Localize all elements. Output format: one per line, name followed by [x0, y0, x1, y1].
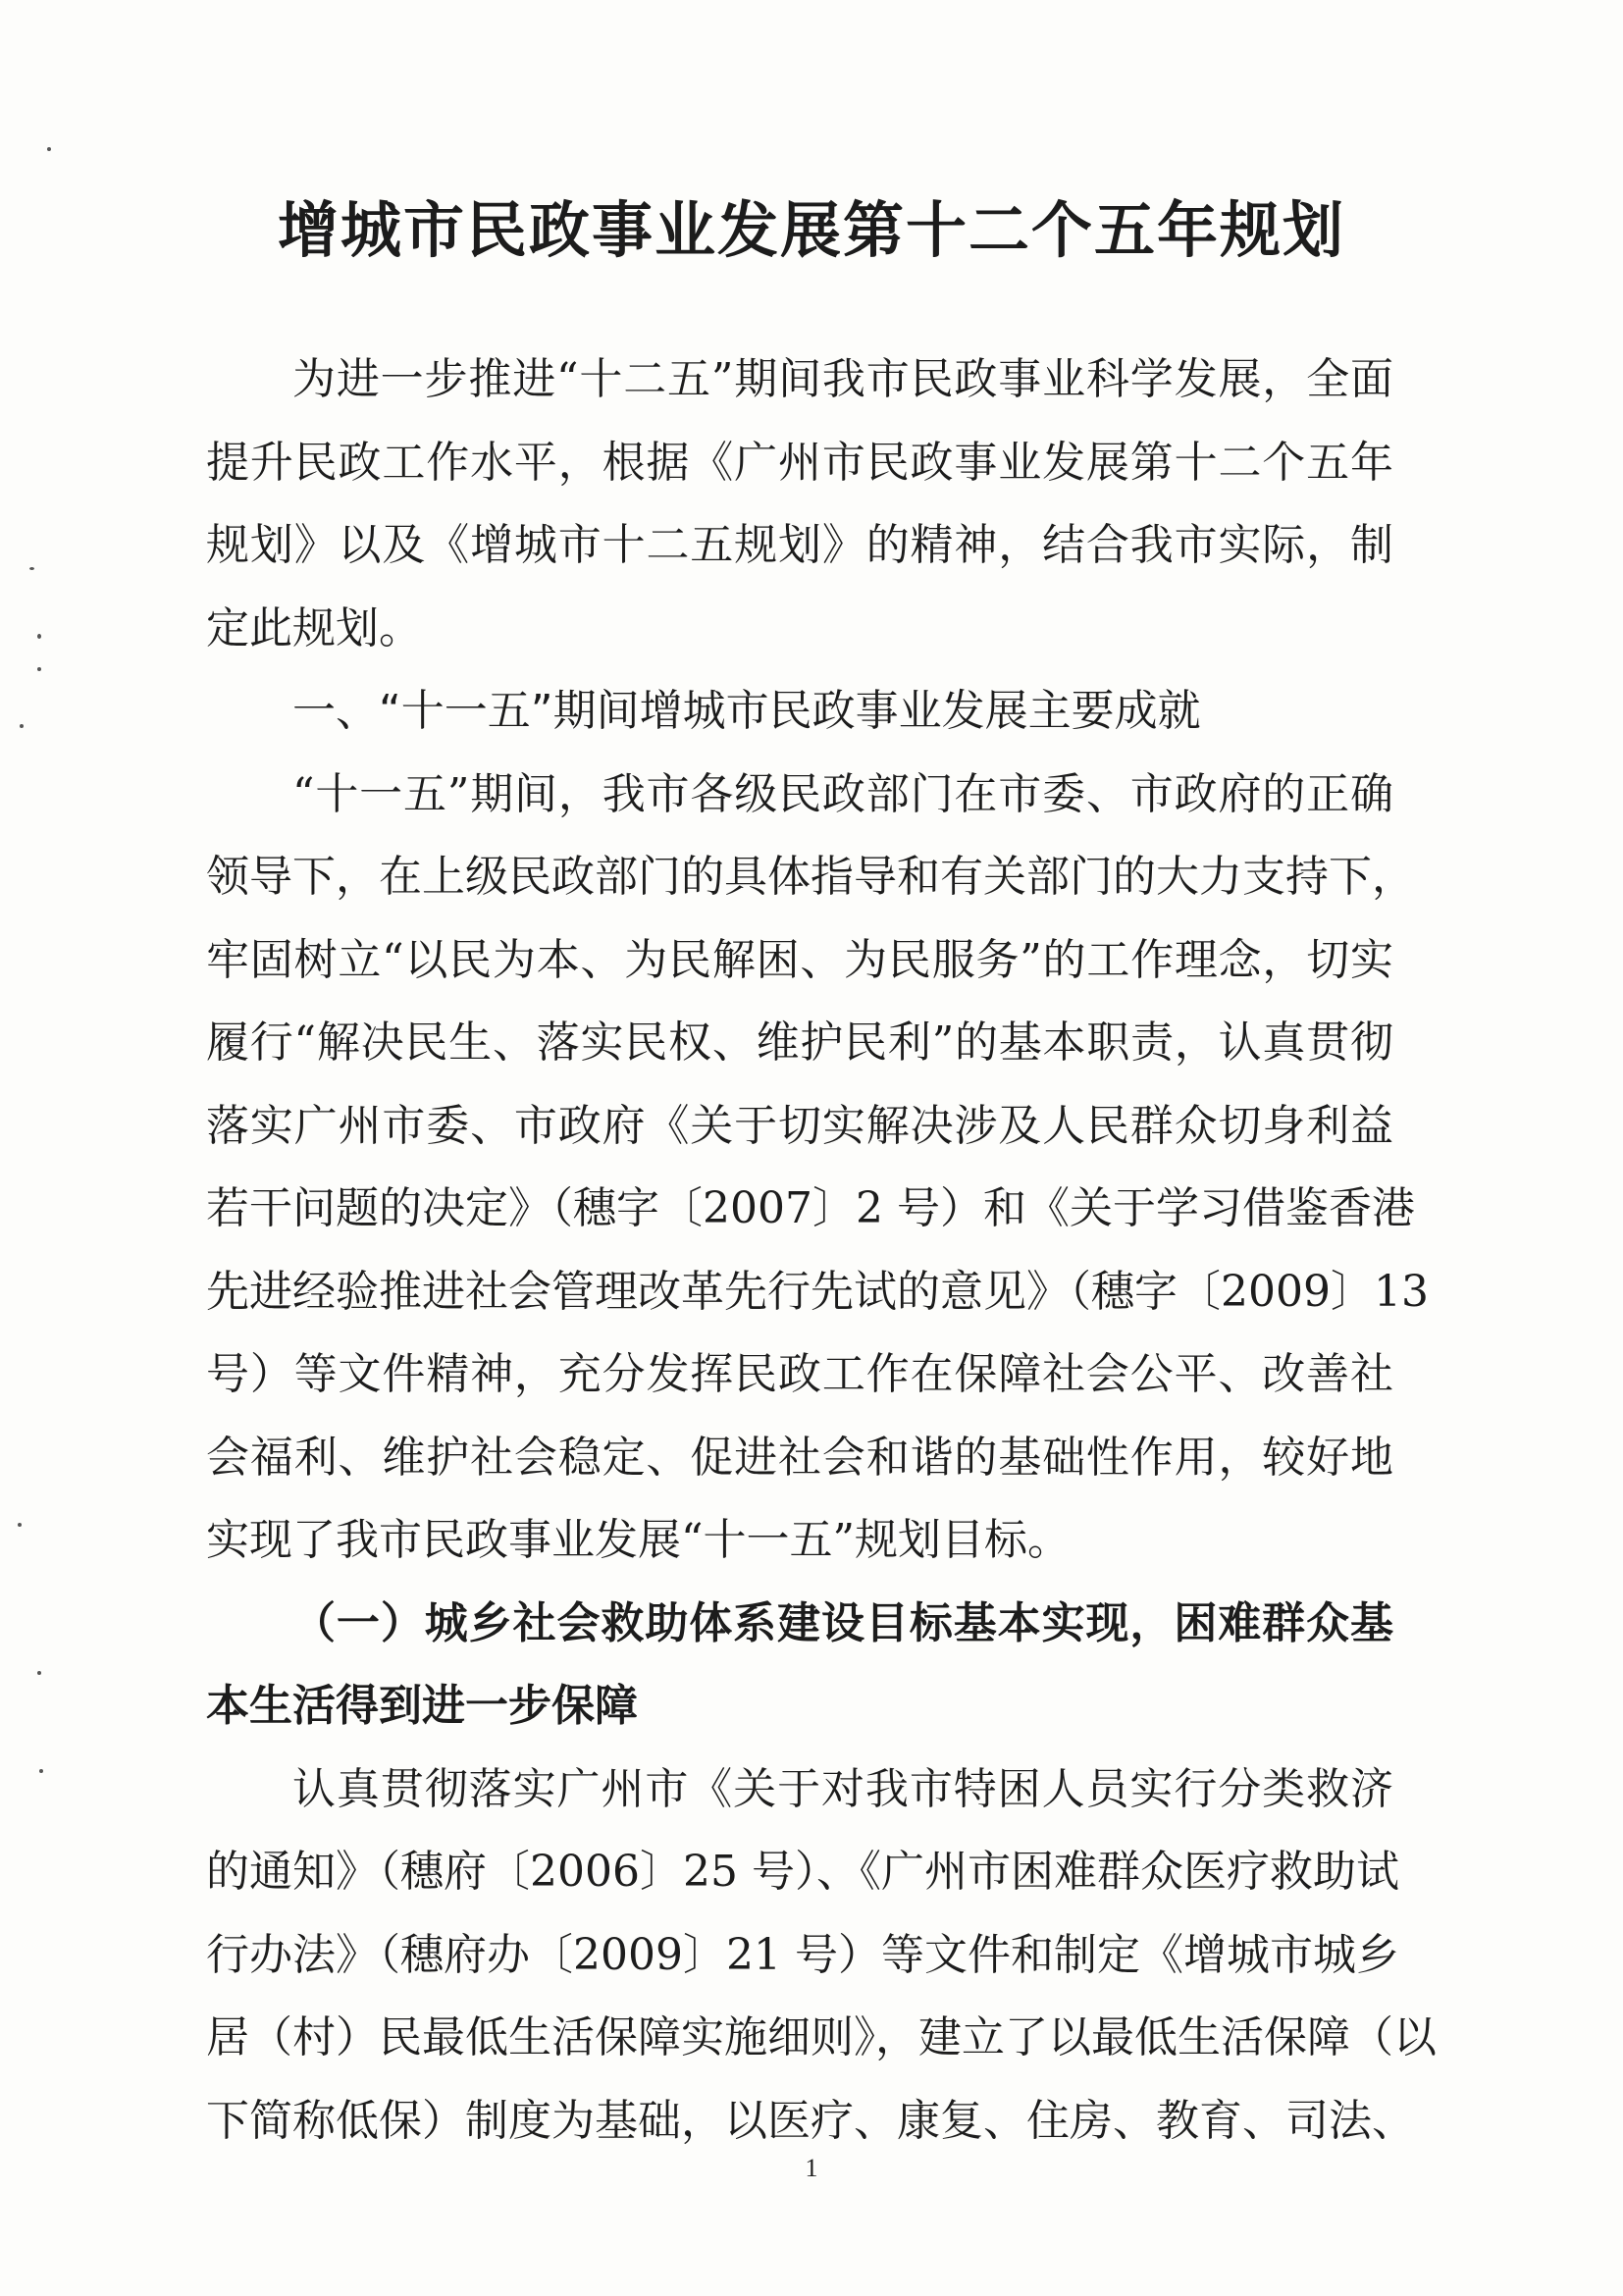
text-line: 的通知》（穗府〔2006〕25 号）、《广州市困难群众医疗救助试 [206, 1847, 1399, 1897]
scan-speck [18, 1523, 22, 1527]
subsection1-paragraph [206, 1748, 1437, 2164]
text-line: 若干问题的决定》（穗字〔2007〕2 号）和《关于学习借鉴香港 [206, 1183, 1415, 1233]
text-line: 下简称低保）制度为基础，以医疗、康复、住房、教育、司法、 [206, 2095, 1415, 2146]
text-line: 先进经验推进社会管理改革先行先试的意见》（穗字〔2009〕13 [206, 1266, 1429, 1317]
text-line: 领导下，在上级民政部门的具体指导和有关部门的大力支持下， [206, 852, 1415, 902]
text-line: （一）城乡社会救助体系建设目标基本实现，困难群众基 [292, 1597, 1393, 1648]
page-number: 1 [805, 2154, 818, 2182]
section-heading: 一、“十一五”期间增城市民政事业发展主要成就 [292, 686, 1201, 736]
text-line: 落实广州市委、市政府《关于切实解决涉及人民群众切身利益 [206, 1100, 1393, 1151]
text-line: 居（村）民最低生活保障实施细则》，建立了以最低生活保障（以 [206, 2012, 1437, 2062]
text-line: 牢固树立“以民为本、为民解困、为民服务”的工作理念，切实 [206, 934, 1393, 985]
scan-speck [37, 634, 41, 639]
text-line: 定此规划。 [206, 602, 422, 653]
text-line: 为进一步推进“十二五”期间我市民政事业科学发展，全面 [292, 354, 1393, 404]
text-line: 提升民政工作水平，根据《广州市民政事业发展第十二个五年 [206, 437, 1393, 488]
text-line: 履行“解决民生、落实民权、维护民利”的基本职责，认真贯彻 [206, 1018, 1393, 1068]
scan-speck [20, 724, 24, 728]
text-line: 认真贯彻落实广州市《关于对我市特困人员实行分类救济 [292, 1763, 1393, 1814]
text-line: 规划》以及《增城市十二五规划》的精神，结合我市实际，制 [206, 520, 1393, 570]
text-line: 行办法》（穗府办〔2009〕21 号）等文件和制定《增城市城乡 [206, 1929, 1399, 1980]
text-line: 本生活得到进一步保障 [206, 1681, 638, 1731]
text-line: 会福利、维护社会稳定、促进社会和谐的基础性作用，较好地 [206, 1432, 1393, 1483]
document-title: 增城市民政事业发展第十二个五年规划 [277, 194, 1345, 266]
scan-speck [29, 567, 34, 570]
document-body [206, 339, 1437, 2163]
text-line: 实现了我市民政事业发展“十一五”规划目标。 [206, 1515, 1071, 1565]
scan-speck [39, 1769, 43, 1773]
intro-paragraph [206, 339, 1393, 670]
text-line: 号）等文件精神，充分发挥民政工作在保障社会公平、改善社 [206, 1349, 1393, 1399]
scan-speck [37, 667, 41, 671]
text-line: “十一五”期间，我市各级民政部门在市委、市政府的正确 [292, 768, 1393, 819]
scan-speck [47, 147, 51, 151]
subsection-heading [206, 1583, 1393, 1748]
section1-paragraph [206, 754, 1429, 1583]
scan-speck [37, 1671, 41, 1675]
